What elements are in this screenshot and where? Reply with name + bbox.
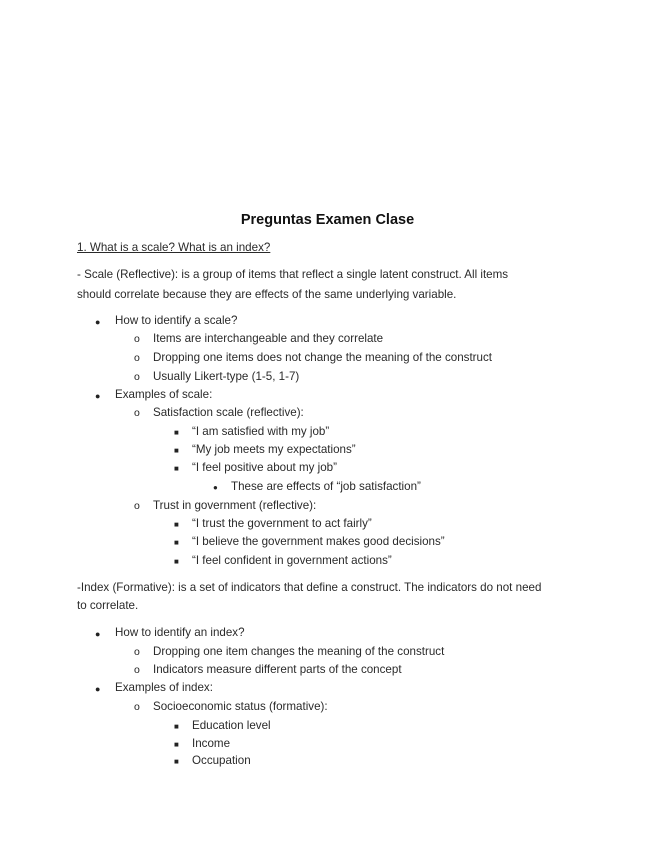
list-item: Usually Likert-type (1-5, 1-7) xyxy=(153,370,300,383)
circle-bullet-icon: o xyxy=(134,407,140,419)
list-item: “My job meets my expectations” xyxy=(192,443,356,456)
square-bullet-icon: ■ xyxy=(174,464,179,473)
square-bullet-icon: ■ xyxy=(174,757,179,766)
list-item: Occupation xyxy=(192,754,251,767)
list-item-trust-government: Trust in government (reflective): xyxy=(153,499,317,512)
list-item: “I am satisfied with my job” xyxy=(192,425,330,438)
index-definition-line-1: -Index (Formative): is a set of indicators that define a construct. The indicators do not need xyxy=(77,581,542,594)
square-bullet-icon: ■ xyxy=(174,557,179,566)
bullet-icon: ● xyxy=(95,629,101,639)
list-item: Items are interchangeable and they correlate xyxy=(153,332,384,345)
circle-bullet-icon: o xyxy=(134,664,140,676)
list-item: “I feel positive about my job” xyxy=(192,461,337,474)
list-item: Income xyxy=(192,737,231,750)
list-item-note: These are effects of “job satisfaction” xyxy=(231,480,421,493)
question-heading: 1. What is a scale? What is an index? xyxy=(77,241,271,254)
square-bullet-icon: ■ xyxy=(174,538,179,547)
page-title: Preguntas Examen Clase xyxy=(240,212,415,228)
bullet-icon: ● xyxy=(95,317,101,327)
list-item-index-identify: How to identify an index? xyxy=(115,626,245,639)
square-bullet-icon: ■ xyxy=(174,428,179,437)
index-definition-line-2: to correlate. xyxy=(77,599,139,612)
square-bullet-icon: ■ xyxy=(174,520,179,529)
list-item: Indicators measure different parts of the concept xyxy=(153,663,402,676)
square-bullet-icon: ■ xyxy=(174,446,179,455)
list-item: “I feel confident in government actions” xyxy=(192,554,392,567)
list-item-socioeconomic-status: Socioeconomic status (formative): xyxy=(153,700,328,713)
list-item-index-examples: Examples of index: xyxy=(115,681,213,694)
list-item: “I trust the government to act fairly” xyxy=(192,517,372,530)
circle-bullet-icon: o xyxy=(134,646,140,658)
circle-bullet-icon: o xyxy=(134,701,140,713)
circle-bullet-icon: o xyxy=(134,352,140,364)
circle-bullet-icon: o xyxy=(134,371,140,383)
list-item-satisfaction-scale: Satisfaction scale (reflective): xyxy=(153,406,304,419)
bullet-icon: ● xyxy=(95,684,101,694)
list-item: “I believe the government makes good decisions” xyxy=(192,535,445,548)
list-item: Education level xyxy=(192,719,271,732)
list-item: Dropping one items does not change the meaning of the construct xyxy=(153,351,493,364)
list-item-scale-identify: How to identify a scale? xyxy=(115,314,238,327)
scale-definition-line-1: - Scale (Reflective): is a group of items that reflect a single latent construct. All items xyxy=(77,268,509,281)
list-item: Dropping one item changes the meaning of the construct xyxy=(153,645,445,658)
circle-bullet-icon: o xyxy=(134,333,140,345)
list-item-scale-examples: Examples of scale: xyxy=(115,388,213,401)
dot-bullet-icon: ● xyxy=(213,483,218,492)
circle-bullet-icon: o xyxy=(134,500,140,512)
square-bullet-icon: ■ xyxy=(174,740,179,749)
square-bullet-icon: ■ xyxy=(174,722,179,731)
bullet-icon: ● xyxy=(95,391,101,401)
scale-definition-line-2: should correlate because they are effects of the same underlying variable. xyxy=(77,288,457,301)
